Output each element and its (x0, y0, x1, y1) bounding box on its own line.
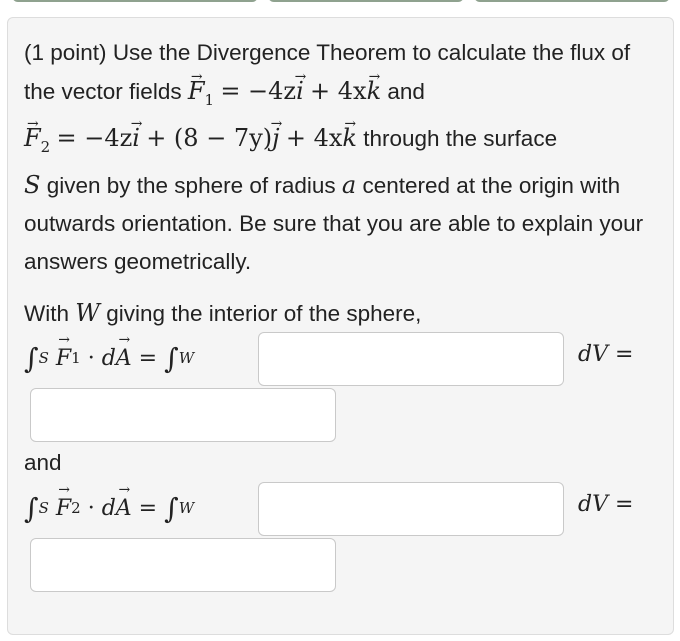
unit-i-vector: i → (132, 119, 140, 157)
dot-product: · (87, 495, 95, 521)
top-tab-middle (268, 0, 464, 2)
dV-equals-label: dV = (578, 342, 634, 367)
integrand-input-1[interactable] (258, 332, 564, 386)
field-F1: $F \to_1$ (188, 77, 214, 105)
dot-product: · (87, 345, 95, 371)
equals-sign: = (138, 495, 158, 521)
integral-sign: ∫ (164, 341, 179, 375)
d-symbol: d (101, 345, 116, 371)
and-label: and (24, 450, 62, 475)
top-tab-right (474, 0, 670, 2)
integral-sub-W: W (178, 349, 195, 367)
surface-S-symbol: S (24, 170, 41, 199)
F2-expr-part-c: + 4x (285, 123, 343, 152)
problem-text-rest: centered at the origin with outwards orientation. Be sure that you are able to explain your answers geometrically. (24, 172, 644, 274)
unit-j-vector: j → (272, 119, 279, 157)
vector-F: F → (56, 496, 71, 521)
vector-A: A → (116, 346, 132, 371)
result-input-1[interactable] (30, 388, 336, 442)
unit-i-vector: i → (296, 72, 304, 110)
top-tab-left (12, 0, 258, 2)
equals-sign: = (138, 345, 158, 371)
problem-statement (24, 34, 664, 281)
integrand-input-2[interactable] (258, 482, 564, 536)
problem-text-sphere: given by the sphere of radius (46, 172, 336, 198)
unit-k-vector: k → (367, 72, 382, 110)
integral-sign: ∫ (24, 491, 39, 525)
intro-text-with: With (24, 301, 69, 326)
problem-text-intro: Use the Divergence Theorem to calculate the flux of the vector fields (24, 40, 631, 104)
surface-integral-2 (24, 488, 194, 528)
and-word: and (387, 79, 425, 104)
F-subscript: 1 (71, 349, 81, 367)
radius-a-symbol: a (341, 170, 357, 199)
problem-text-surface: through the surface (363, 125, 558, 151)
vector-F: F → (56, 346, 71, 371)
unit-k-vector: k → (342, 119, 357, 157)
vector-A: A → (116, 496, 132, 521)
d-symbol: d (101, 495, 116, 521)
interior-intro (24, 298, 421, 329)
integral-sub-S: S (38, 499, 49, 517)
integral-sign: ∫ (164, 491, 179, 525)
integral-sub-S: S (38, 349, 49, 367)
field-F2: $F \to_2$ (24, 124, 50, 152)
result-input-2[interactable] (30, 538, 336, 592)
dV-equals-label: dV = (578, 492, 634, 517)
points-label: (1 point) (24, 40, 107, 65)
surface-integral-1 (24, 338, 194, 378)
W-symbol: W (75, 299, 100, 327)
F1-expr-part-b: + 4x (310, 77, 367, 105)
F1-expr-part-a: = −4z (220, 77, 297, 105)
F2-expr-part-a: = −4z (56, 123, 133, 152)
F-subscript: 2 (71, 499, 81, 517)
intro-text-rest: giving the interior of the sphere, (106, 301, 422, 326)
F2-expr-part-b: + (8 − 7y) (146, 123, 273, 152)
integral-sign: ∫ (24, 341, 39, 375)
integral-sub-W: W (178, 499, 195, 517)
